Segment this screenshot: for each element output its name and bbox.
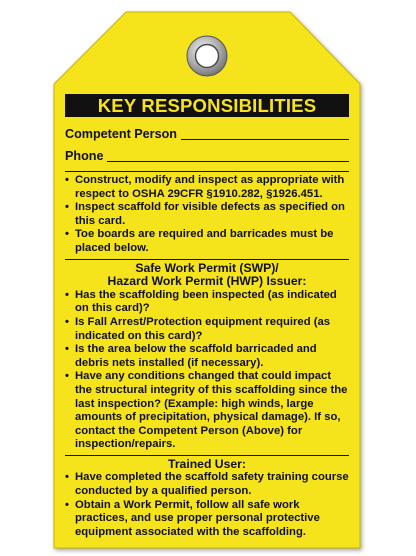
- list-item: • Is Fall Arrest/Protection equipment required (as indicated on this card)?: [65, 316, 349, 343]
- phone-field[interactable]: [65, 149, 349, 164]
- list-item: • Has the scaffolding been inspected (as indicated on this card)?: [65, 289, 349, 316]
- issuer-title-line1: Safe Work Permit (SWP)/: [135, 260, 279, 275]
- grommet: [187, 36, 227, 76]
- tag-content: [65, 94, 349, 539]
- issuer-list: [65, 289, 349, 452]
- list-item: • Toe boards are required and barricades must be placed below.: [65, 228, 349, 255]
- competent-person-line[interactable]: [181, 139, 349, 140]
- list-item: • Have completed the scaffold safety training course conducted by a qualified person.: [65, 471, 349, 498]
- trained-title: Trained User:: [168, 456, 246, 471]
- general-list: [65, 174, 349, 256]
- competent-person-label: Competent Person: [65, 127, 177, 141]
- list-item: • Have any conditions changed that could impact the structural integrity of this scaffolding since the last inspection? (Example: high winds, large amounts of precipitation, physical damage). If so, contact the Competent Person (Above) for inspection/repairs.: [65, 370, 349, 452]
- list-item: • Obtain a Work Permit, follow all safe work practices, and use proper personal protective equipment associated with the scaffolding.: [65, 499, 349, 540]
- list-item: • Is the area below the scaffold barricaded and debris nets installed (if necessary).: [65, 343, 349, 370]
- issuer-title-line2: Hazard Work Permit (HWP) Issuer:: [107, 274, 307, 289]
- divider-top: [65, 171, 349, 172]
- phone-line[interactable]: [107, 161, 349, 162]
- phone-label: Phone: [65, 149, 104, 163]
- list-item: • Inspect scaffold for visible defects as specified on this card.: [65, 201, 349, 228]
- list-item: • Construct, modify and inspect as appropriate with respect to OSHA 29CFR §1910.282, §1926.451.: [65, 174, 349, 201]
- divider-issuer: [65, 259, 349, 260]
- divider-trained: [65, 455, 349, 456]
- competent-person-field[interactable]: [65, 127, 349, 142]
- tag-header: KEY RESPONSIBILITIES: [65, 94, 349, 117]
- trained-list: [65, 471, 349, 539]
